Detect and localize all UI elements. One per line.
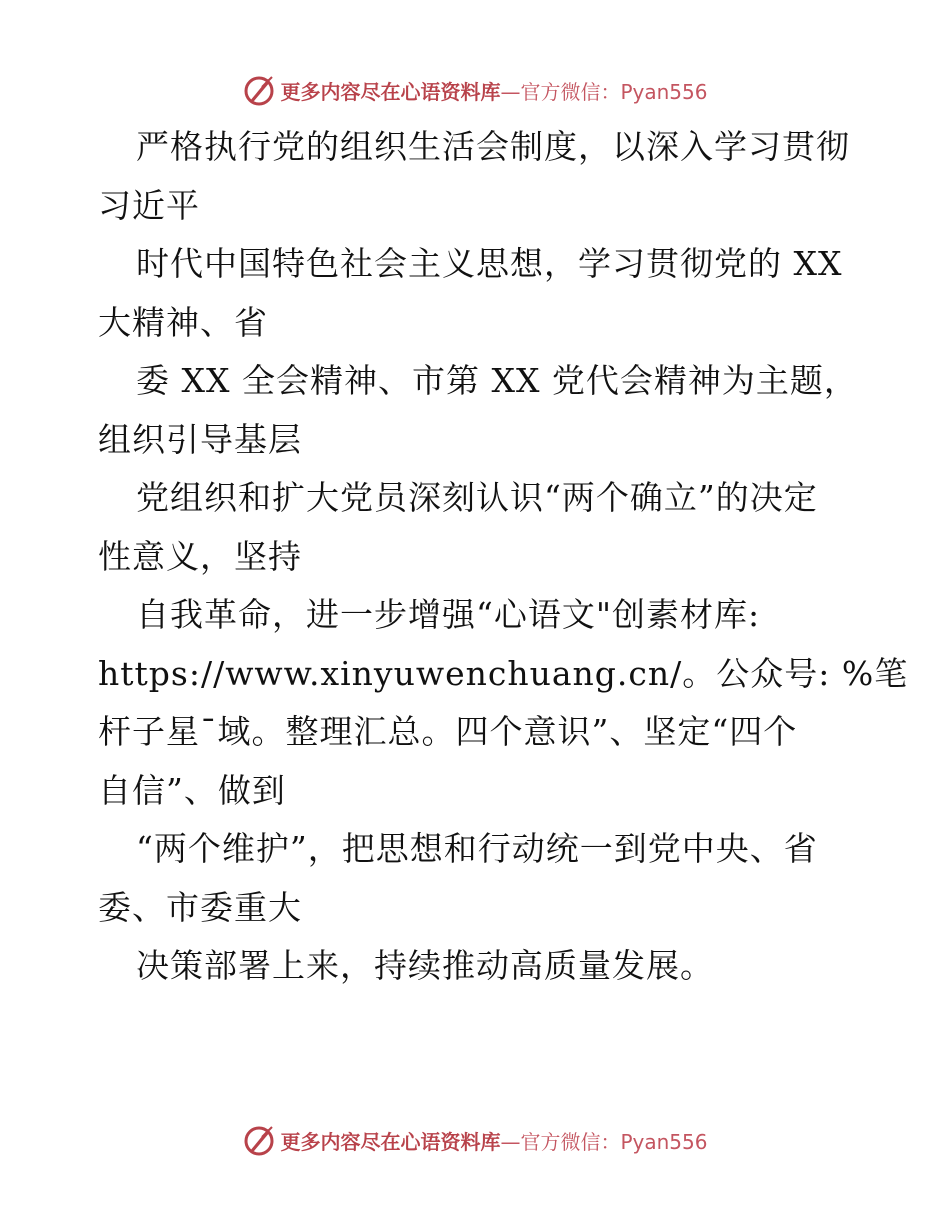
footer-watermark-banner (0, 1120, 950, 1160)
quill-logo-icon (242, 1123, 276, 1157)
body-line: 严格执行党的组织生活会制度，以深入学习贯彻 (136, 127, 850, 166)
body-line: 大精神、省 (98, 302, 268, 342)
header-site-text: 更多内容尽在心语资料库 (280, 79, 501, 104)
body-line: 委、市委重大 (98, 887, 302, 927)
body-line: 习近平 (98, 185, 200, 225)
quill-logo-icon (242, 73, 276, 107)
body-line: 决策部署上来，持续推动高质量发展。 (136, 946, 714, 985)
body-line: 时代中国特色社会主义思想，学习贯彻党的 XX (136, 244, 843, 283)
document-body (98, 118, 909, 996)
body-line: https://www.xinyuwenchuang.cn/。公众号: %笔 (98, 653, 909, 693)
body-line: 性意义，坚持 (98, 536, 302, 576)
body-line: 委 XX 全会精神、市第 XX 党代会精神为主题， (136, 361, 858, 400)
body-line: 杆子星¯域。整理汇总。四个意识”、坚定“四个 (98, 712, 798, 751)
body-line: 党组织和扩大党员深刻认识“两个确立”的决定 (136, 478, 818, 517)
body-line: “两个维护”，把思想和行动统一到党中央、省 (136, 829, 818, 868)
header-watermark-banner (0, 70, 950, 110)
body-line: 组织引导基层 (98, 419, 302, 459)
header-wechat-text: —官方微信：Pyan556 (500, 79, 708, 104)
body-line: 自信”、做到 (98, 770, 286, 810)
footer-site-text: 更多内容尽在心语资料库 (280, 1129, 501, 1154)
footer-wechat-text: —官方微信：Pyan556 (500, 1129, 708, 1154)
body-line: 自我革命，进一步增强“心语文"创素材库: (136, 595, 761, 634)
